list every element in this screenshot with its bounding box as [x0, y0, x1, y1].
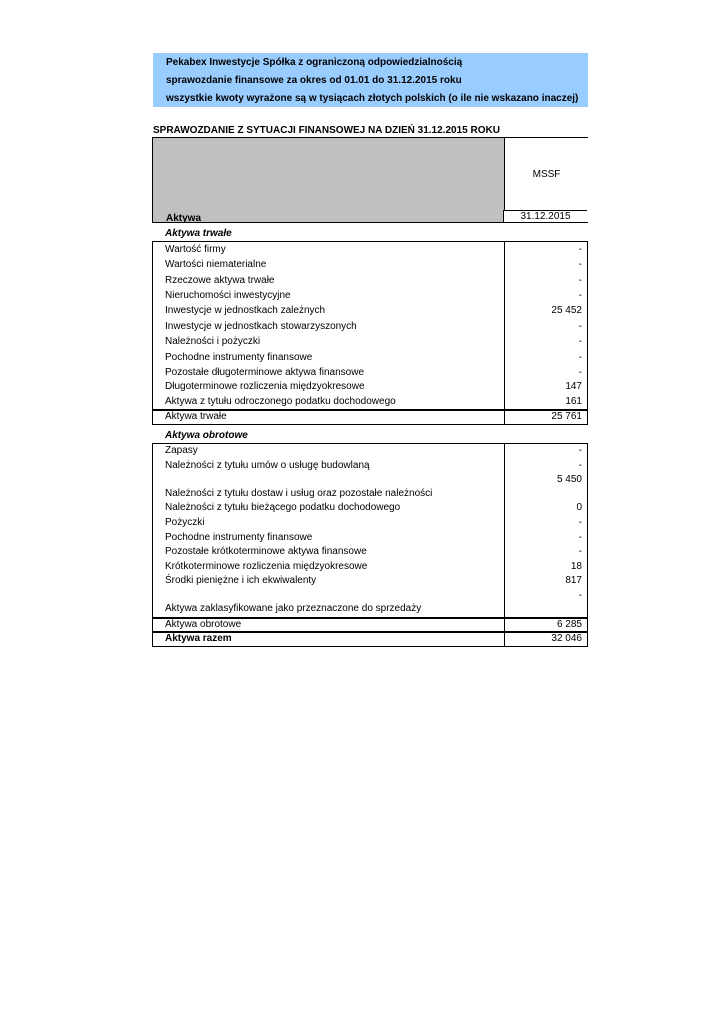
table-row [152, 545, 586, 559]
table-row [152, 459, 586, 473]
table-row [152, 501, 586, 515]
table-row [152, 531, 586, 545]
row-label: Aktywa z tytułu odroczonego podatku dochodowego [165, 396, 396, 407]
current-total-row [152, 618, 586, 632]
row-value: - [578, 259, 582, 270]
row-value: - [578, 352, 582, 363]
table-row [152, 487, 586, 501]
row-label: Należności z tytułu dostaw i usług oraz pozostałe należności [165, 488, 433, 499]
row-label: Należności z tytułu umów o usługę budowlaną [165, 460, 370, 471]
table-row [152, 289, 586, 303]
row-value: - [578, 517, 582, 528]
row-label: Inwestycje w jednostkach stowarzyszonych [165, 321, 357, 332]
row-value: 817 [565, 575, 582, 586]
balance-sheet-table [152, 137, 588, 646]
assets-header-label: Aktywa [166, 213, 202, 224]
noncurrent-total-row [152, 410, 586, 424]
row-label: Rzeczowe aktywa trwałe [165, 275, 275, 286]
current-total-label: Aktywa obrotowe [165, 619, 242, 630]
table-row [152, 560, 586, 574]
row-label: Należności z tytułu bieżącego podatku dochodowego [165, 502, 401, 513]
row-label: Pochodne instrumenty finansowe [165, 352, 313, 363]
current-total-value: 6 285 [556, 619, 582, 630]
row-value: - [578, 532, 582, 543]
row-value: 5 450 [556, 474, 582, 485]
row-value: - [578, 460, 582, 471]
row-value: 147 [565, 381, 582, 392]
row-label: Zapasy [165, 445, 198, 456]
row-label: Wartość firmy [165, 244, 226, 255]
table-row [152, 395, 586, 409]
table-row [152, 320, 586, 334]
current-section-label-row [152, 429, 586, 443]
row-label: Należności i pożyczki [165, 336, 261, 347]
current-section-label: Aktywa obrotowe [165, 430, 248, 441]
row-label: Inwestycje w jednostkach zależnych [165, 305, 326, 316]
row-label: Aktywa zaklasyfikowane jako przeznaczone do sprzedaży [165, 603, 422, 614]
grand-total-value: 32 046 [551, 633, 582, 644]
table-row [152, 602, 586, 616]
table-row [152, 366, 586, 380]
table-row [152, 444, 586, 458]
table-row [152, 335, 586, 349]
row-label: Długoterminowe rozliczenia międzyokresowe [165, 381, 365, 392]
noncurrent-total-value: 25 761 [551, 411, 582, 422]
row-label: Pożyczki [165, 517, 205, 528]
table-row [152, 304, 586, 318]
company-name: Pekabex Inwestycje Spółka z ograniczoną odpowiedzialnością [166, 57, 463, 68]
row-value: 25 452 [551, 305, 582, 316]
row-value: - [578, 445, 582, 456]
row-value: - [578, 290, 582, 301]
row-value: - [578, 244, 582, 255]
row-value: - [578, 336, 582, 347]
table-row [152, 274, 586, 288]
row-label: Środki pieniężne i ich ekwiwalenty [165, 575, 317, 586]
row-label: Pozostałe krótkoterminowe aktywa finansowe [165, 546, 367, 557]
currency-note: wszystkie kwoty wyrażone są w tysiącach złotych polskich (o ile nie wskazano inaczej) [166, 93, 579, 104]
row-value: - [578, 321, 582, 332]
date-column-header: 31.12.2015 [503, 210, 587, 222]
row-value: - [578, 275, 582, 286]
row-label: Nieruchomości inwestycyjne [165, 290, 291, 301]
table-row [152, 589, 586, 603]
row-value: - [578, 367, 582, 378]
row-value: 18 [570, 561, 582, 572]
table-row [152, 258, 586, 272]
row-label: Pozostałe długoterminowe aktywa finansowe [165, 367, 364, 378]
row-value: 161 [565, 396, 582, 407]
row-label: Pochodne instrumenty finansowe [165, 532, 313, 543]
table-row [152, 380, 586, 394]
report-header-banner [153, 53, 588, 107]
table-row [152, 473, 586, 487]
statement-title: SPRAWOZDANIE Z SYTUACJI FINANSOWEJ NA DZIEŃ 31.12.2015 ROKU [153, 125, 500, 136]
row-value: - [578, 546, 582, 557]
noncurrent-total-label: Aktywa trwałe [165, 411, 227, 422]
row-label: Wartości niematerialne [165, 259, 267, 270]
grand-total-row [152, 632, 586, 646]
table-row [152, 351, 586, 365]
table-row [152, 574, 586, 588]
row-value: - [578, 590, 582, 601]
noncurrent-section-label: Aktywa trwałe [165, 228, 232, 239]
row-label: Krótkoterminowe rozliczenia międzyokresowe [165, 561, 368, 572]
report-period: sprawozdanie finansowe za okres od 01.01 do 31.12.2015 roku [166, 75, 462, 86]
noncurrent-section-label-row [152, 227, 586, 241]
table-row [152, 243, 586, 257]
standard-label: MSSF [532, 169, 561, 180]
table-row [152, 516, 586, 530]
grand-total-label: Aktywa razem [165, 633, 232, 644]
row-value: 0 [576, 502, 582, 513]
